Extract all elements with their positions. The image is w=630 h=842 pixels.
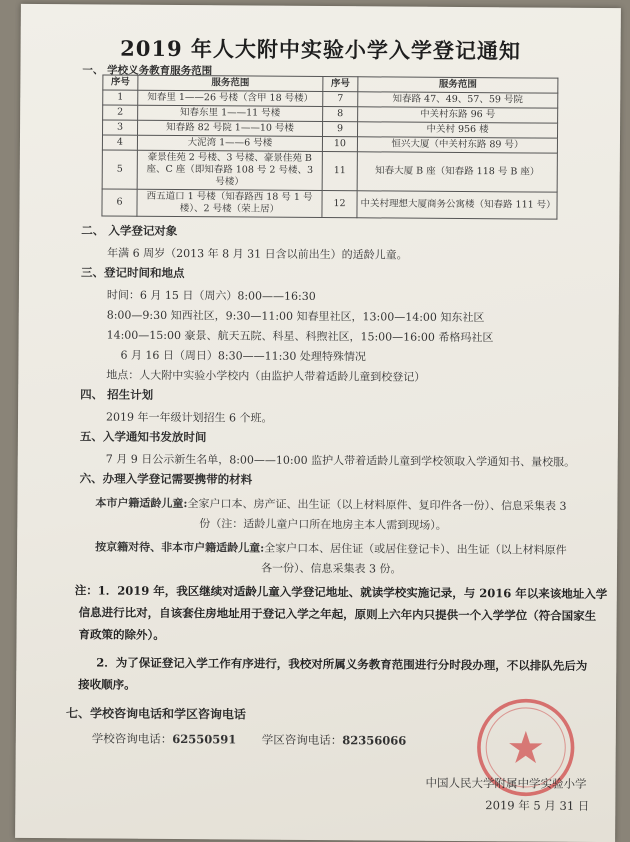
section-4-text: 2019 年一年级计划招生 6 个班。: [105, 410, 273, 425]
note-1-line-1: 注：1．2019 年，我区继续对适龄儿童入学登记地址、就读学校实施记录，与 2016 年以来该地址入学: [74, 583, 608, 602]
table-cell: 3: [103, 120, 138, 135]
table-cell: 中关村 956 楼: [357, 122, 557, 138]
other-children-materials-line: [95, 538, 567, 557]
table-cell: 恒兴大厦（中关村东路 89 号）: [357, 137, 557, 153]
other-children-label: 按京籍对待、非本市户籍适龄儿童:: [95, 540, 265, 555]
table-cell: 1: [103, 90, 138, 105]
section-4-heading: 四、 招生计划: [80, 387, 154, 402]
table-cell: 10: [322, 137, 357, 152]
table-cell: 5: [102, 150, 137, 189]
note-1-line-2: 信息进行比对，自该套住房地址用于登记入学之年起，原则上六年内只提供一个入学学位（符合国家生: [78, 605, 597, 623]
local-children-text: 全家户口本、房产证、出生证（以上材料原件、复印件各一份）、信息采集表 3: [187, 497, 567, 513]
section-2-text: 年满 6 周岁（2013 年 8 月 31 日含以前出生）的适龄儿童。: [107, 246, 408, 262]
table-cell: 6: [102, 189, 137, 216]
table-cell: 7: [323, 92, 358, 107]
section-6-heading: 六、办理入学登记需要携带的材料: [79, 471, 253, 487]
section-5-heading: 五、入学通知书发放时间: [79, 429, 207, 445]
table-cell: 西五道口 1 号楼（知春路西 18 号 1 号楼）、2 号楼（荣上居）: [137, 189, 322, 217]
notice-paper: [15, 4, 621, 842]
table-cell: 知春东里 1——11 号楼: [138, 105, 323, 121]
issuing-organization: 中国人民大学附属中学实验小学: [425, 775, 587, 791]
table-cell: 中关村理想大厦商务公寓楼（知春路 111 号）: [357, 191, 557, 219]
table-cell: 豪景佳苑 2 号楼、3 号楼、豪景佳苑 B 座、C 座（即知春路 108 号 2 号楼、3 号楼）: [137, 150, 322, 190]
table-cell: 12: [322, 191, 357, 218]
section-7-heading: 七、学校咨询电话和学区咨询电话: [65, 706, 247, 722]
table-row: [102, 150, 557, 192]
table-cell: 4: [102, 135, 137, 150]
school-phone-label: 学校咨询电话：: [91, 731, 173, 746]
page-title: 2019 年人大附中实验小学入学登记通知: [120, 35, 522, 64]
special-case-line: 6 月 16 日（周日）8:30——11:30 处理特殊情况: [120, 348, 366, 364]
table-cell: 知春路 82 号院 1——10 号楼: [138, 120, 323, 136]
table-cell: 8: [323, 107, 358, 122]
registration-schedule-line: 14:00—15:00 豪景、航天五院、科星、科煦社区，15:00—16:00 希格玛社区: [106, 328, 494, 345]
registration-schedule-line: 8:00—9:30 知西社区，9:30—11:00 知春里社区，13:00—14:00 知东社区: [106, 308, 485, 325]
table-header: 服务范围: [358, 77, 558, 93]
table-cell: 9: [323, 122, 358, 137]
school-phone-line: [92, 730, 237, 747]
other-children-text: 全家户口本、居住证（或居住登记卡）、出生证（以上材料原件: [264, 541, 567, 557]
district-phone-label: 学区咨询电话：: [261, 732, 343, 748]
local-children-label: 本市户籍适龄儿童:: [95, 496, 188, 511]
table-cell: 大泥湾 1——6 号楼: [137, 135, 322, 151]
table-cell: 2: [103, 105, 138, 120]
section-5-text: 7 月 9 日公示新生名单，8:00——10:00 监护人带着适龄儿童到学校领取入学通知书、量校服。: [105, 452, 576, 469]
district-phone-number: 82356066: [342, 733, 407, 748]
note-2-line-2: 接收顺序。: [78, 677, 136, 692]
table-cell: 11: [322, 152, 357, 191]
table-header: 序号: [103, 75, 138, 90]
section-1-heading: 一、 学校义务教育服务范围: [82, 64, 213, 78]
note-1-line-3: 育政策的除外）。: [78, 627, 165, 642]
issue-date: 2019 年 5 月 31 日: [485, 798, 590, 813]
table-row: [102, 189, 557, 219]
local-children-materials-line: [95, 494, 566, 513]
section-3-heading: 三、登记时间和地点: [80, 265, 185, 281]
table-cell: 知春路 47、49、57、59 号院: [358, 92, 558, 108]
table-cell: 中关村东路 96 号: [358, 107, 558, 123]
table-cell: 知春大厦 B 座（知春路 118 号 B 座）: [357, 152, 557, 192]
service-range-table: [101, 74, 558, 219]
table-cell: 知春里 1——26 号楼（含甲 18 号楼）: [138, 90, 323, 106]
district-phone-line: [262, 732, 407, 749]
registration-location-line: 地点：人大附中实验小学校内（由监护人带着适龄儿童到校登记）: [106, 368, 426, 384]
other-children-materials-line-2: 各一份）、信息采集表 3 份。: [260, 561, 402, 576]
registration-time-line: 时间：6 月 15 日（周六）8:00——16:30: [106, 288, 316, 303]
table-header: 服务范围: [138, 75, 323, 91]
school-phone-number: 62550591: [172, 731, 237, 747]
note-2-line-1: 2．为了保证登记入学工作有序进行，我校对所属义务教育范围进行分时段办理，不以排队先后为: [96, 655, 588, 673]
table-header: 序号: [323, 77, 358, 92]
section-2-heading: 二、 入学登记对象: [81, 223, 178, 239]
local-children-materials-line-2: 份（注：适龄儿童户口所在地房主本人需到现场）。: [199, 517, 447, 532]
